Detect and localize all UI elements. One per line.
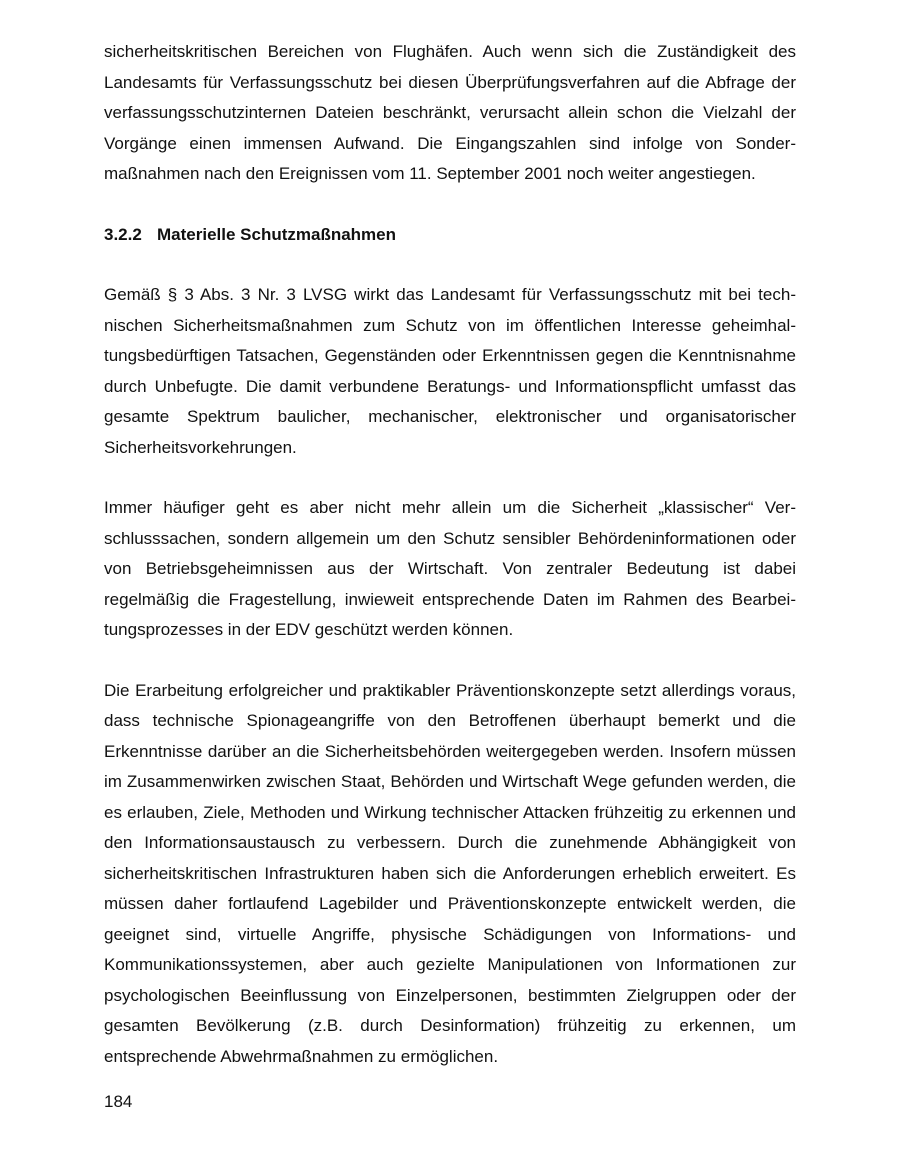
document-page: [104, 37, 796, 1072]
body-paragraph-2: Immer häufiger geht es aber nicht mehr allein um die Sicherheit „klassischer“ Verschlusssachen, sondern allgemein um den Schutz sensibler Behördeninformationen oder von Betriebsgeheimnissen aus der Wirtschaft. Von zentraler Bedeutung ist dabei regelmäßig die Fragestellung, inwieweit entsprechende Daten im Rahmen des Bearbeitungsprozesses in der EDV geschützt werden können.: [104, 498, 796, 639]
page-number: 184: [104, 1092, 133, 1111]
section-title: Materielle Schutzmaßnahmen: [157, 224, 397, 244]
body-paragraph-3: Die Erarbeitung erfolgreicher und praktikabler Präventionskonzepte setzt allerdings voraus, dass technische Spionageangriffe von den Betroffenen überhaupt bemerkt und die Erkenntnisse darüber an die Sicherheitsbehörden weitergegeben werden. Insofern müssen im Zusammenwirken zwischen Staat, Behörden und Wirtschaft Wege gefunden werden, die es erlauben, Ziele, Methoden und Wirkung technischer Attacken frühzeitig zu erkennen und den Informationsaustausch zu verbessern. Durch die zunehmende Abhängigkeit von sicherheitskritischen Infrastrukturen haben sich die Anforderungen erheblich erweitert. Es müssen daher fortlaufend Lagebilder und Präventionskonzepte entwickelt werden, die geeignet sind, virtuelle Angriffe, physische Schädigungen von Informations- und Kommunikationssystemen, aber auch gezielte Manipulationen von Informationen zur psychologischen Beeinflussung von Einzelpersonen, bestimmten Zielgruppen oder der gesamten Bevölkerung (z.B. durch Desinformation) frühzeitig zu erkennen, um entsprechende Abwehrmaßnahmen zu ermöglichen.: [104, 680, 796, 1066]
intro-paragraph: sicherheitskritischen Bereichen von Flughäfen. Auch wenn sich die Zuständigkeit des Landesamts für Verfassungsschutz bei diesen Überprüfungsverfahren auf die Abfrage der verfassungsschutzinternen Dateien beschränkt, verursacht allein schon die Vielzahl der Vorgänge einen immensen Aufwand. Die Eingangszahlen sind infolge von Sondermaßnahmen nach den Ereignissen vom 11. September 2001 noch weiter angestiegen.: [104, 42, 796, 183]
body-paragraph-1: Gemäß § 3 Abs. 3 Nr. 3 LVSG wirkt das Landesamt für Verfassungsschutz mit bei technischen Sicherheitsmaßnahmen zum Schutz von im öffentlichen Interesse geheimhaltungsbedürftigen Tatsachen, Gegenständen oder Erkenntnissen gegen die Kenntnisnahme durch Unbefugte. Die damit verbundene Beratungs- und Informationspflicht umfasst das gesamte Spektrum baulicher, mechanischer, elektronischer und organisatorischer Sicherheitsvorkehrungen.: [104, 285, 796, 457]
section-heading: [104, 220, 796, 251]
section-number: 3.2.2: [104, 224, 142, 244]
